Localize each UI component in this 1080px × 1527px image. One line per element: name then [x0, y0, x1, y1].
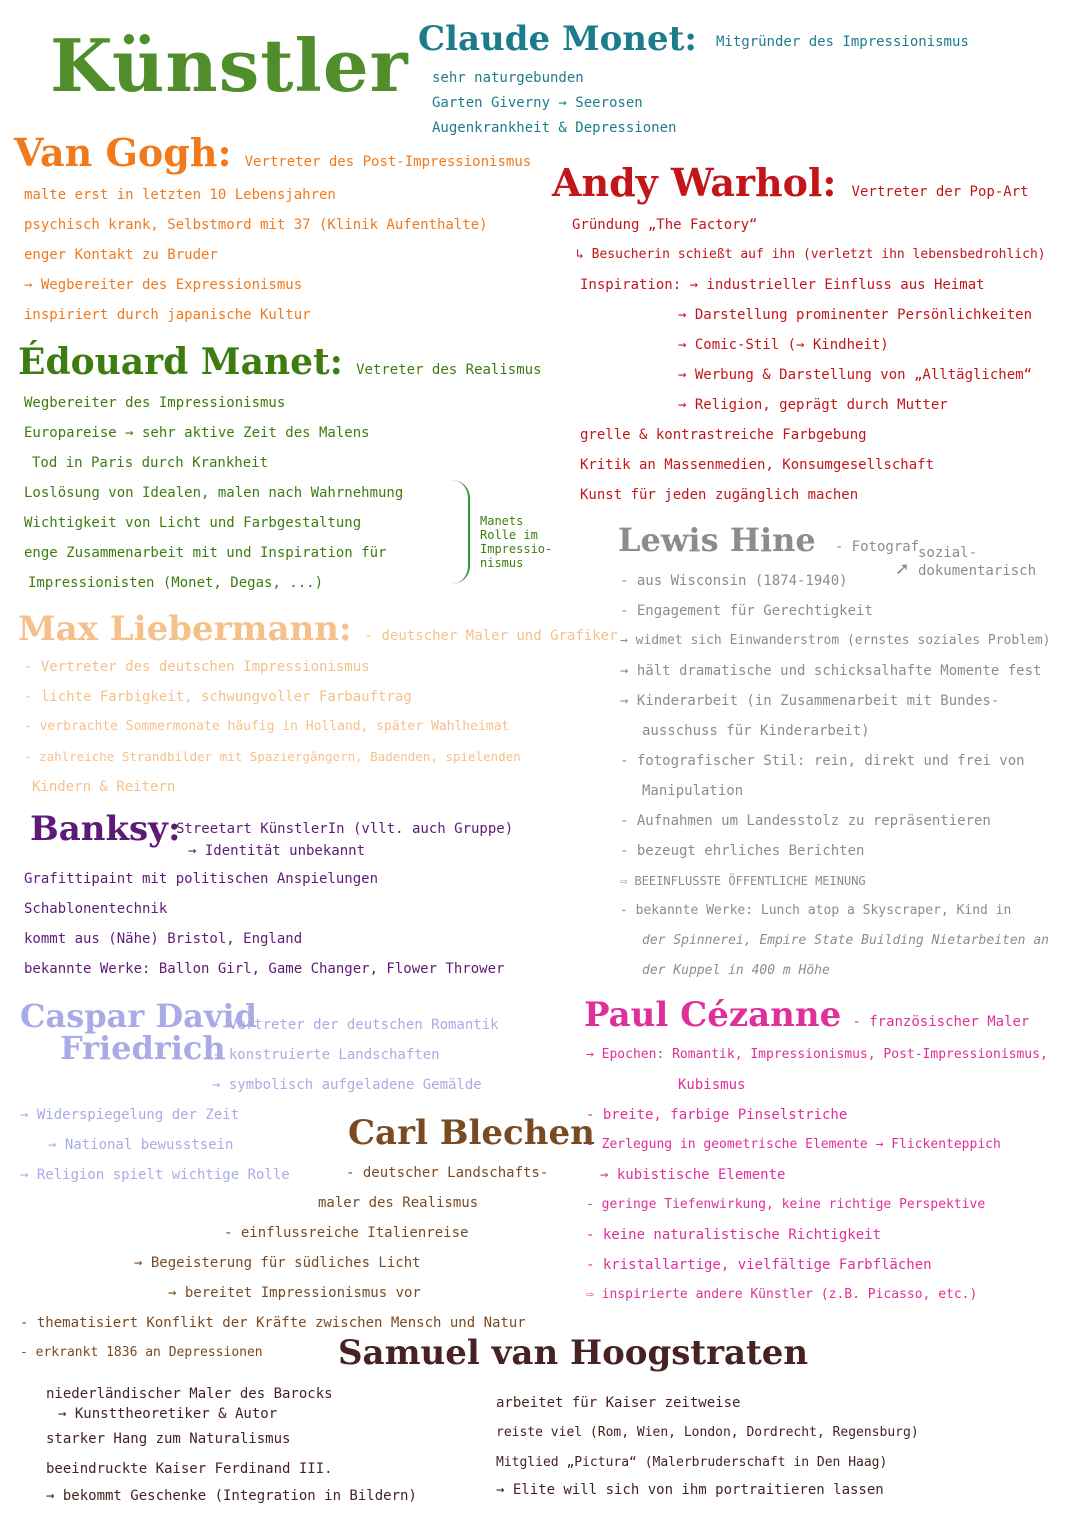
- list-item: Gründung „The Factory“: [572, 217, 758, 233]
- hine-list: [620, 566, 1050, 986]
- banksy-name: Banksy:: [30, 809, 181, 849]
- list-item: ausschuss für Kinderarbeit): [642, 723, 870, 739]
- hoogstraten-name: Samuel van Hoogstraten: [338, 1333, 809, 1373]
- list-item: niederländischer Maler des Barocks: [46, 1386, 333, 1402]
- list-item: arbeitet für Kaiser zeitweise: [496, 1395, 741, 1411]
- list-item: Kunst für jeden zugänglich machen: [580, 487, 859, 503]
- hoogstraten-left-list: [46, 1384, 417, 1509]
- hine-note-text: sozial-dokumentarisch: [918, 545, 1037, 579]
- monet-section: [418, 19, 969, 59]
- list-item: Wegbereiter des Impressionismus: [24, 395, 286, 411]
- list-item: starker Hang zum Naturalismus: [46, 1431, 291, 1447]
- list-item: - verbrachte Sommermonate häufig in Holland, später Wahlheimat: [24, 719, 510, 734]
- vangogh-list: [24, 180, 488, 330]
- list-item: enge Zusammenarbeit mit und Inspiration für: [24, 545, 387, 561]
- manet-name: Édouard Manet:: [18, 341, 343, 383]
- list-item: grelle & kontrastreiche Farbgebung: [580, 427, 867, 443]
- list-item: - zahlreiche Strandbilder mit Spaziergängern, Badenden, spielenden: [24, 749, 521, 764]
- list-item: reiste viel (Rom, Wien, London, Dordrecht, Regensburg): [496, 1425, 919, 1440]
- list-item: → Kunsttheoretiker & Autor: [58, 1406, 278, 1422]
- list-item: - konstruierte Landschaften: [212, 1047, 440, 1063]
- friedrich-list: [212, 1010, 499, 1100]
- list-item: - kristallartige, vielfältige Farbflächen: [586, 1257, 932, 1273]
- manet-brace: [452, 480, 470, 584]
- list-item: - fotografischer Stil: rein, direkt und frei von: [620, 753, 1025, 769]
- hine-role: - Fotograf: [834, 539, 920, 555]
- list-item: inspiriert durch japanische Kultur: [24, 307, 311, 323]
- banksy-subtitle-block: [176, 818, 513, 862]
- list-item: - keine naturalistische Richtigkeit: [586, 1227, 882, 1243]
- banksy-subtitle: Streetart KünstlerIn (vllt. auch Gruppe): [176, 821, 514, 837]
- list-item: Europareise → sehr aktive Zeit des Malens: [24, 425, 370, 441]
- list-item: → Religion spielt wichtige Rolle: [20, 1167, 290, 1183]
- list-item: Manipulation: [642, 783, 744, 799]
- cezanne-list: [586, 1040, 1048, 1310]
- liebermann-subtitle: - deutscher Maler und Grafiker: [364, 628, 618, 644]
- warhol-section: [552, 160, 1029, 205]
- arrow-icon: ➚: [896, 557, 909, 581]
- list-item: - Engagement für Gerechtigkeit: [620, 603, 873, 619]
- cezanne-section: [584, 995, 1030, 1035]
- list-item: Kritik an Massenmedien, Konsumgesellschaft: [580, 457, 935, 473]
- cezanne-name: Paul Cézanne: [584, 995, 842, 1035]
- list-item: ⇨ inspirierte andere Künstler (z.B. Picasso, etc.): [586, 1287, 978, 1302]
- list-item: maler des Realismus: [318, 1195, 479, 1211]
- list-item: - Aufnahmen um Landesstolz zu repräsentieren: [620, 813, 991, 829]
- list-item: → Epochen: Romantik, Impressionismus, Post-Impressionismus,: [586, 1047, 1048, 1062]
- vangogh-subtitle: Vertreter des Post-Impressionismus: [244, 154, 532, 170]
- list-item: → Widerspiegelung der Zeit: [20, 1107, 240, 1123]
- list-item: Mitglied „Pictura“ (Malerbruderschaft in Den Haag): [496, 1455, 888, 1470]
- hine-name: Lewis Hine: [618, 521, 816, 559]
- list-item: bekannte Werke: Ballon Girl, Game Changer, Flower Thrower: [24, 961, 505, 977]
- friedrich-name-line1: Caspar David: [20, 997, 257, 1035]
- list-item: - bekannte Werke: Lunch atop a Skyscraper, Kind in: [620, 903, 1012, 918]
- list-item: kommt aus (Nähe) Bristol, England: [24, 931, 303, 947]
- list-item: Inspiration: → industrieller Einfluss aus Heimat: [580, 277, 985, 293]
- banksy-list: [24, 864, 504, 984]
- list-item: - deutscher Landschafts-: [346, 1165, 549, 1181]
- page-title: Künstler: [50, 23, 409, 108]
- list-item: → kubistische Elemente: [600, 1167, 786, 1183]
- list-item: → Wegbereiter des Expressionismus: [24, 277, 303, 293]
- blechen-name: Carl Blechen: [348, 1113, 595, 1153]
- monet-list: [432, 66, 676, 141]
- monet-name: Claude Monet:: [418, 19, 697, 59]
- list-item: → Begeisterung für südliches Licht: [134, 1255, 421, 1271]
- list-item: → Darstellung prominenter Persönlichkeiten: [678, 307, 1033, 323]
- list-item: der Kuppel in 400 m Höhe: [642, 963, 830, 978]
- list-item: - lichte Farbigkeit, schwungvoller Farbauftrag: [24, 689, 412, 705]
- list-item: Schablonentechnik: [24, 901, 168, 917]
- list-item: → National bewusstsein: [48, 1137, 234, 1153]
- warhol-name: Andy Warhol:: [552, 160, 837, 205]
- list-item: - Vertreter des deutschen Impressionismus: [24, 659, 370, 675]
- list-item: Impressionisten (Monet, Degas, ...): [28, 575, 324, 591]
- list-item: → widmet sich Einwanderstrom (ernstes soziales Problem): [620, 633, 1051, 648]
- list-item: - bezeugt ehrliches Berichten: [620, 843, 865, 859]
- list-item: Kindern & Reitern: [32, 779, 176, 795]
- list-item: - einflussreiche Italienreise: [224, 1225, 469, 1241]
- list-item: Tod in Paris durch Krankheit: [32, 455, 269, 471]
- manet-section: [18, 341, 542, 383]
- banksy-section: [30, 809, 181, 849]
- friedrich-name-line2: Friedrich: [60, 1029, 226, 1067]
- list-item: beeindruckte Kaiser Ferdinand III.: [46, 1461, 333, 1477]
- list-item: → symbolisch aufgeladene Gemälde: [212, 1077, 482, 1093]
- list-item: Garten Giverny → Seerosen: [432, 95, 643, 111]
- hoogstraten-right-list: [496, 1388, 919, 1503]
- list-item: malte erst in letzten 10 Lebensjahren: [24, 187, 336, 203]
- manet-brace-note: Manets Rolle im Impressio-nismus: [480, 514, 553, 570]
- list-item: Wichtigkeit von Licht und Farbgestaltung: [24, 515, 362, 531]
- cezanne-subtitle: - französischer Maler: [852, 1014, 1030, 1030]
- list-item: Augenkrankheit & Depressionen: [432, 120, 677, 136]
- list-item: - Zerlegung in geometrische Elemente → Flickenteppich: [586, 1137, 1001, 1152]
- list-item: - aus Wisconsin (1874-1940): [620, 573, 848, 589]
- list-item: → Comic-Stil (→ Kindheit): [678, 337, 889, 353]
- hine-section: [618, 521, 920, 559]
- vangogh-section: [14, 130, 532, 175]
- monet-subtitle: Mitgründer des Impressionismus: [715, 34, 969, 50]
- list-item: Loslösung von Idealen, malen nach Wahrnehmung: [24, 485, 404, 501]
- warhol-list: [566, 210, 1046, 510]
- list-item: → Werbung & Darstellung von „Alltäglichem“: [678, 367, 1033, 383]
- list-item: enger Kontakt zu Bruder: [24, 247, 218, 263]
- warhol-subtitle: Vertreter der Pop-Art: [851, 184, 1029, 200]
- list-item: ⇨ BEEINFLUSSTE ÖFFENTLICHE MEINUNG: [620, 874, 866, 888]
- list-item: - breite, farbige Pinselstriche: [586, 1107, 848, 1123]
- banksy-subtitle2: → Identität unbekannt: [188, 843, 366, 859]
- vangogh-name: Van Gogh:: [14, 130, 232, 175]
- list-item: → Kinderarbeit (in Zusammenarbeit mit Bundes-: [620, 693, 1000, 709]
- liebermann-section: [18, 609, 618, 649]
- list-item: sehr naturgebunden: [432, 70, 584, 86]
- list-item: → Religion, geprägt durch Mutter: [678, 397, 948, 413]
- manet-list: [24, 388, 403, 598]
- liebermann-list: [24, 652, 521, 802]
- list-item: - erkrankt 1836 an Depressionen: [20, 1345, 263, 1360]
- list-item: → Elite will sich von ihm portraitieren lassen: [496, 1482, 884, 1498]
- list-item: psychisch krank, Selbstmord mit 37 (Klinik Aufenthalte): [24, 217, 488, 233]
- list-item: Kubismus: [678, 1077, 746, 1093]
- list-item: der Spinnerei, Empire State Building Nietarbeiten an: [642, 933, 1049, 948]
- list-item: - Vertreter der deutschen Romantik: [212, 1017, 499, 1033]
- list-item: - geringe Tiefenwirkung, keine richtige Perspektive: [586, 1197, 986, 1212]
- list-item: - thematisiert Konflikt der Kräfte zwischen Mensch und Natur: [20, 1315, 526, 1331]
- list-item: → hält dramatische und schicksalhafte Momente fest: [620, 663, 1042, 679]
- list-item: Grafittipaint mit politischen Anspielungen: [24, 871, 379, 887]
- list-item: → bereitet Impressionismus vor: [168, 1285, 421, 1301]
- list-item: ↳ Besucherin schießt auf ihn (verletzt ihn lebensbedrohlich): [576, 247, 1046, 262]
- list-item: → bekommt Geschenke (Integration in Bildern): [46, 1488, 417, 1504]
- manet-subtitle: Vetreter des Realismus: [356, 362, 542, 378]
- liebermann-name: Max Liebermann:: [18, 609, 352, 649]
